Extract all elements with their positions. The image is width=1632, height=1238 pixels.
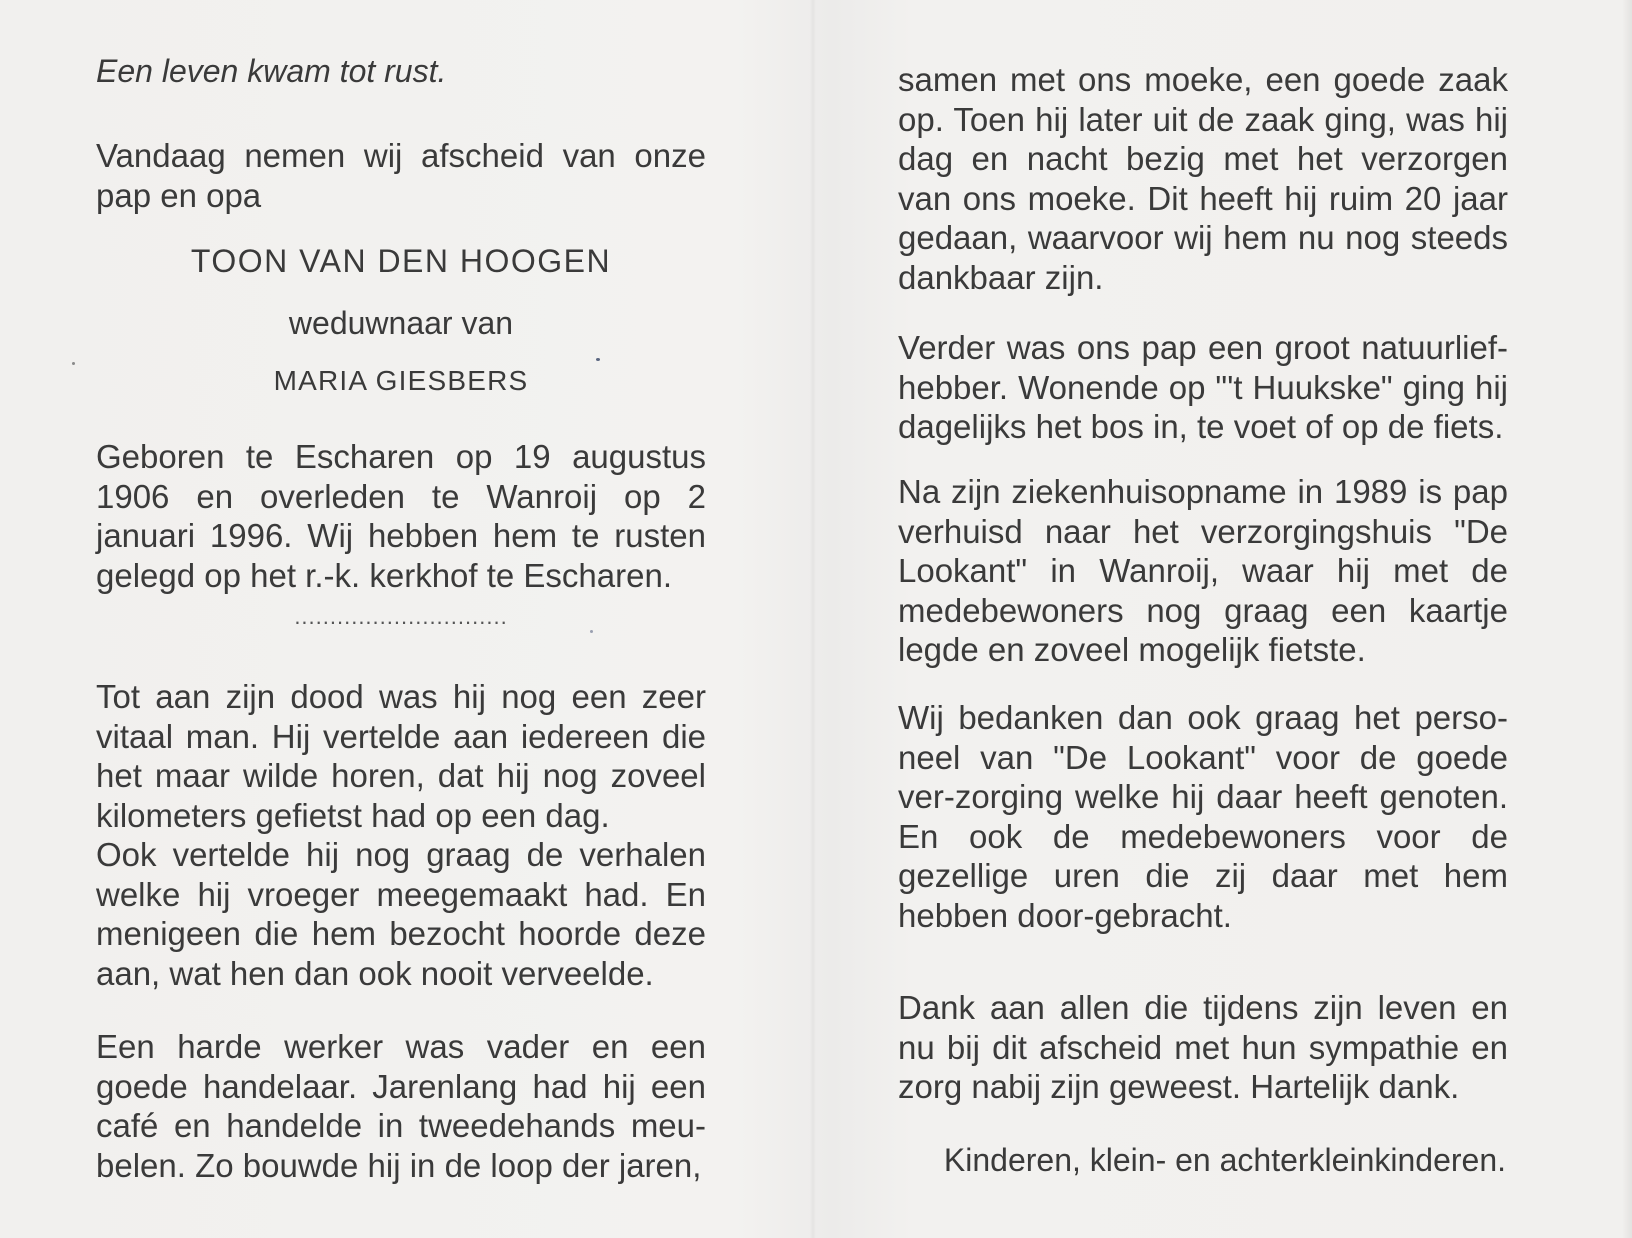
dotted-divider: .............................. — [294, 604, 508, 629]
right-paragraph-1: samen met ons moeke, een goede zaak op. Toen hij later uit de zaak ging, was hij dag en nacht bezig met het verzorgen van ons moeke. Dit heeft hij ruim 20 jaar gedaan, waarvoor wij hem nu nog steeds dankbaar zijn. — [898, 61, 1508, 296]
right-paragraph-2: Verder was ons pap een groot natuurlief-hebber. Wonende op "'t Huukske" ging hij dagelijks het bos in, te voet of op de fiets. — [898, 329, 1508, 445]
card-fold — [810, 0, 816, 1238]
right-paragraph-3: Na zijn ziekenhuisopname in 1989 is pap verhuisd naar het verzorgingshuis "De Lookant" in Wanroij, waar hij met de medebewoners nog graag een kaartje legde en zoveel mogelijk fietste. — [898, 473, 1508, 668]
paper-speck — [596, 358, 600, 361]
signature: Kinderen, klein- en achterkleinkinderen. — [943, 1142, 1506, 1178]
right-paragraph-4: Wij bedanken dan ook graag het perso-neel van "De Lookant" voor de goede ver-zorging welke hij daar heeft genoten. En ook de medebewoners voor de gezellige uren die zij daar met hem hebben door-gebracht. — [898, 699, 1508, 934]
card-edge-shadow — [1622, 0, 1632, 1238]
paper-speck — [72, 362, 75, 365]
paper-speck — [590, 630, 593, 633]
birth-death-text: Geboren te Escharen op 19 augustus 1906 en overleden te Wanroij op 2 januari 1996. Wij hebben hem te rusten gelegd op het r.-k. kerkhof te Escharen. — [96, 438, 706, 594]
life-paragraph-1a: Tot aan zijn dood was hij nog een zeer vitaal man. Hij vertelde aan iedereen die het maar wilde horen, dat hij nog zoveel kilometers gefietst had op een dag. — [96, 678, 706, 834]
widower-of-label: weduwnaar van — [288, 305, 514, 341]
life-paragraph-2: Een harde werker was vader en een goede handelaar. Jarenlang had hij een café en handelde in tweedehands meu-belen. Zo bouwde hij in de loop der jaren, — [96, 1028, 706, 1184]
spouse-name: MARIA GIESBERS — [273, 365, 529, 396]
life-paragraph-1b: Ook vertelde hij nog graag de verhalen welke hij vroeger meegemaakt had. En menigeen die hem bezocht hoorde deze aan, wat hen dan ook nooit verveelde. — [96, 836, 706, 992]
thanks-paragraph: Dank aan allen die tijdens zijn leven en nu bij dit afscheid met hun sympathie en zorg nabij zijn geweest. Hartelijk dank. — [898, 989, 1508, 1105]
life-paragraph-1 — [96, 677, 706, 993]
motto: Een leven kwam tot rust. — [96, 53, 447, 89]
deceased-name: TOON VAN DEN HOOGEN — [190, 243, 612, 279]
intro-text: Vandaag nemen wij afscheid van onze pap en opa — [96, 137, 706, 214]
